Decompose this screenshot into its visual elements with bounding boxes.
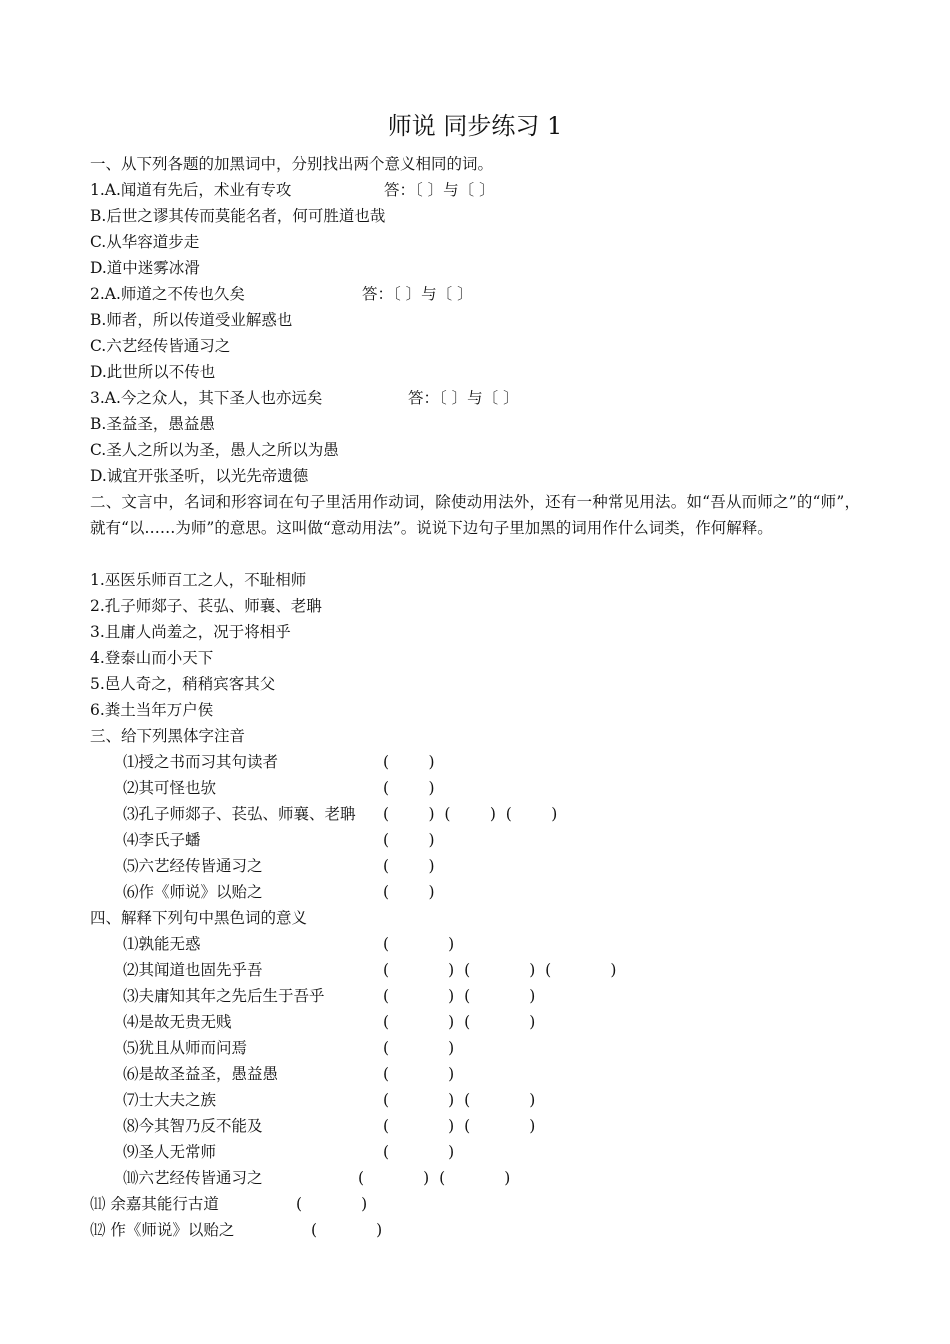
section3-item: ⑹作《师说》以贻之: [123, 883, 263, 901]
section2-item: 4.登泰山而小天下: [90, 649, 214, 667]
section3-answer-blank: ( ): [383, 857, 435, 875]
section4-answer-blank: ( ) ( ): [383, 1091, 536, 1109]
section4-item: ⑹是故圣益圣，愚益愚: [123, 1065, 279, 1083]
section3-item: ⑸六艺经传皆通习之: [123, 857, 263, 875]
section3-item: ⑵其可怪也欤: [123, 779, 217, 797]
q3-option-b: B.圣益圣，愚益愚: [90, 415, 215, 433]
q2-option-d: D.此世所以不传也: [90, 363, 216, 381]
section4-item: ⑷是故无贵无贱: [123, 1013, 232, 1031]
section4-answer-blank: ( ) ( ) ( ): [383, 961, 617, 979]
section3-answer-blank: ( ): [383, 779, 435, 797]
section3-answer-blank: ( ): [383, 753, 435, 771]
section2-item: 6.粪土当年万户侯: [90, 701, 214, 719]
section4-answer-blank: ( ) ( ): [383, 1013, 536, 1031]
section4-extra-item: ⑾ 余嘉其能行古道: [90, 1195, 219, 1213]
section2-item: 5.邑人奇之，稍稍宾客其父: [90, 675, 276, 693]
section4-answer-blank: ( ) ( ): [383, 1117, 536, 1135]
section4-item: ⑺士大夫之族: [123, 1091, 217, 1109]
section3-answer-blank: ( ) ( ) ( ): [383, 805, 558, 823]
q2-option-b: B.师者，所以传道受业解惑也: [90, 311, 293, 329]
q1-answer: 答：〔 〕与〔 〕: [384, 181, 495, 199]
section4-answer-blank: ( ): [383, 935, 455, 953]
section4-answer-blank: ( ) ( ): [358, 1169, 511, 1187]
section3-answer-blank: ( ): [383, 831, 435, 849]
section4-answer-blank: ( ): [311, 1221, 383, 1239]
section3-item: ⑴授之书而习其句读者: [123, 753, 279, 771]
section3-heading: 三、给下列黑体字注音: [90, 727, 246, 745]
q3-answer: 答：〔 〕与〔 〕: [408, 389, 519, 407]
section4-answer-blank: ( ): [383, 1039, 455, 1057]
q1-option-d: D.道中迷雾冰滑: [90, 259, 200, 277]
section4-answer-blank: ( ) ( ): [383, 987, 536, 1005]
section4-heading: 四、解释下列句中黑色词的意义: [90, 909, 308, 927]
q3-option-c: C.圣人之所以为圣，愚人之所以为愚: [90, 441, 339, 459]
section4-item: ⑸犹且从师而问焉: [123, 1039, 248, 1057]
section3-item: ⑷李氏子蟠: [123, 831, 201, 849]
section2-item: 2.孔子师郯子、苌弘、师襄、老聃: [90, 597, 322, 615]
section4-item: ⑶夫庸知其年之先后生于吾乎: [123, 987, 325, 1005]
section4-item: ⑼圣人无常师: [123, 1143, 217, 1161]
section4-extra-item: ⑿ 作《师说》以贻之: [90, 1221, 235, 1239]
section1-heading: 一、从下列各题的加黑词中，分别找出两个意义相同的词。: [90, 155, 494, 173]
section4-answer-blank: ( ): [383, 1143, 455, 1161]
section2-item: 3.且庸人尚羞之，况于将相乎: [90, 623, 291, 641]
section4-item: ⑵其闻道也固先乎吾: [123, 961, 263, 979]
q2-option-c: C.六艺经传皆通习之: [90, 337, 231, 355]
section4-answer-blank: ( ): [296, 1195, 368, 1213]
q3-option-a: 3.A.今之众人，其下圣人也亦远矣: [90, 389, 323, 407]
q2-answer: 答：〔 〕与〔 〕: [362, 285, 473, 303]
section4-item: ⑽六艺经传皆通习之: [123, 1169, 263, 1187]
section4-answer-blank: ( ): [383, 1065, 455, 1083]
q3-option-d: D.诚宜开张圣听，以光先帝遗德: [90, 467, 309, 485]
section3-item: ⑶孔子师郯子、苌弘、师襄、老聃: [123, 805, 356, 823]
q1-option-c: C.从华容道步走: [90, 233, 200, 251]
section4-item: ⑴孰能无惑: [123, 935, 201, 953]
section4-item: ⑻今其智乃反不能及: [123, 1117, 263, 1135]
page-title: 师说 同步练习 1: [387, 112, 563, 140]
q2-option-a: 2.A.师道之不传也久矣: [90, 285, 245, 303]
q1-option-a: 1.A.闻道有先后，术业有专攻: [90, 181, 292, 199]
section2-heading: 二、文言中，名词和形容词在句子里活用作动词，除使动用法外，还有一种常见用法。如“吾从而师之”的“师”，就有“以……为师”的意思。这叫做“意动用法”。说说下边句子里加黑的词用作什么词类，作何解释。: [90, 493, 860, 537]
q1-option-b: B.后世之谬其传而莫能名者，何可胜道也哉: [90, 207, 386, 225]
section2-item: 1.巫医乐师百工之人，不耻相师: [90, 571, 307, 589]
section3-answer-blank: ( ): [383, 883, 435, 901]
